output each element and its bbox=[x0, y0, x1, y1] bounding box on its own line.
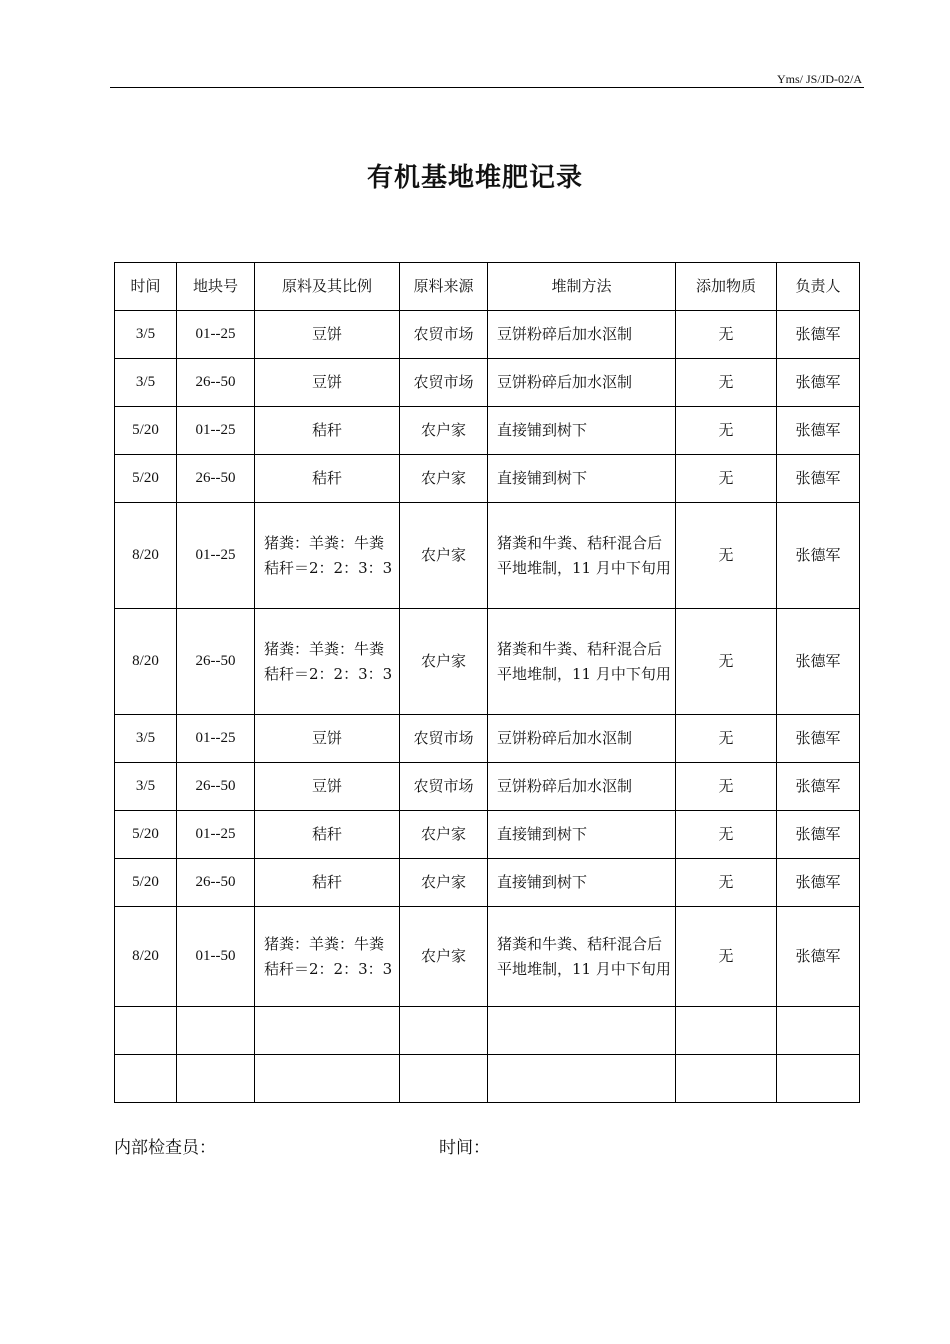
cell-person bbox=[777, 1055, 860, 1103]
cell-material: 秸秆 bbox=[255, 859, 400, 907]
cell-time: 5/20 bbox=[115, 407, 177, 455]
header-source: 原料来源 bbox=[400, 263, 488, 311]
cell-additive: 无 bbox=[676, 715, 777, 763]
cell-plot: 26--50 bbox=[177, 859, 255, 907]
cell-source: 农户家 bbox=[400, 455, 488, 503]
cell-source: 农户家 bbox=[400, 811, 488, 859]
cell-person: 张德军 bbox=[777, 715, 860, 763]
cell-time: 3/5 bbox=[115, 715, 177, 763]
table-row bbox=[115, 763, 860, 811]
cell-person: 张德军 bbox=[777, 407, 860, 455]
cell-time: 5/20 bbox=[115, 811, 177, 859]
cell-source: 农户家 bbox=[400, 407, 488, 455]
cell-additive: 无 bbox=[676, 859, 777, 907]
cell-method: 直接铺到树下 bbox=[488, 811, 676, 859]
table-row bbox=[115, 859, 860, 907]
cell-plot: 26--50 bbox=[177, 763, 255, 811]
header-material: 原料及其比例 bbox=[255, 263, 400, 311]
cell-person: 张德军 bbox=[777, 311, 860, 359]
inspection-time-label: 时间： bbox=[439, 1138, 490, 1158]
document-code: Yms/ JS/JD-02/A bbox=[776, 72, 862, 86]
cell-person: 张德军 bbox=[777, 503, 860, 609]
cell-time: 5/20 bbox=[115, 455, 177, 503]
cell-source: 农户家 bbox=[400, 859, 488, 907]
cell-method: 猪粪和牛粪、秸秆混合后平地堆制，11 月中下旬用 bbox=[488, 907, 676, 1007]
cell-plot: 26--50 bbox=[177, 609, 255, 715]
cell-person bbox=[777, 1007, 860, 1055]
table-row bbox=[115, 609, 860, 715]
cell-source bbox=[400, 1055, 488, 1103]
cell-person: 张德军 bbox=[777, 455, 860, 503]
cell-material: 猪粪：羊粪：牛粪秸秆＝2：2：3：3 bbox=[255, 503, 400, 609]
header-time: 时间 bbox=[115, 263, 177, 311]
cell-time: 3/5 bbox=[115, 763, 177, 811]
table-header-row bbox=[115, 263, 860, 311]
cell-source: 农贸市场 bbox=[400, 359, 488, 407]
table-row bbox=[115, 811, 860, 859]
cell-additive: 无 bbox=[676, 763, 777, 811]
cell-person: 张德军 bbox=[777, 359, 860, 407]
table-row bbox=[115, 359, 860, 407]
cell-additive: 无 bbox=[676, 811, 777, 859]
cell-time: 8/20 bbox=[115, 503, 177, 609]
cell-additive bbox=[676, 1007, 777, 1055]
cell-material: 豆饼 bbox=[255, 715, 400, 763]
cell-time: 3/5 bbox=[115, 359, 177, 407]
cell-time: 3/5 bbox=[115, 311, 177, 359]
table-row-empty bbox=[115, 1055, 860, 1103]
table-row bbox=[115, 455, 860, 503]
cell-material bbox=[255, 1055, 400, 1103]
cell-additive: 无 bbox=[676, 907, 777, 1007]
cell-material: 豆饼 bbox=[255, 359, 400, 407]
table-row-empty bbox=[115, 1007, 860, 1055]
cell-person: 张德军 bbox=[777, 907, 860, 1007]
cell-method bbox=[488, 1055, 676, 1103]
cell-additive: 无 bbox=[676, 503, 777, 609]
cell-source: 农户家 bbox=[400, 503, 488, 609]
table-row bbox=[115, 907, 860, 1007]
cell-material: 猪粪：羊粪：牛粪秸秆＝2：2：3：3 bbox=[255, 609, 400, 715]
cell-source bbox=[400, 1007, 488, 1055]
cell-method: 猪粪和牛粪、秸秆混合后平地堆制，11 月中下旬用 bbox=[488, 503, 676, 609]
header-plot: 地块号 bbox=[177, 263, 255, 311]
table-row bbox=[115, 715, 860, 763]
cell-method: 豆饼粉碎后加水沤制 bbox=[488, 715, 676, 763]
cell-person: 张德军 bbox=[777, 859, 860, 907]
cell-plot: 01--25 bbox=[177, 503, 255, 609]
page-title: 有机基地堆肥记录 bbox=[366, 163, 583, 193]
cell-plot: 01--25 bbox=[177, 811, 255, 859]
cell-source: 农户家 bbox=[400, 907, 488, 1007]
compost-record-table bbox=[114, 262, 860, 1103]
cell-plot: 01--25 bbox=[177, 407, 255, 455]
cell-source: 农贸市场 bbox=[400, 311, 488, 359]
header-rule bbox=[110, 87, 864, 88]
cell-additive: 无 bbox=[676, 609, 777, 715]
cell-method: 直接铺到树下 bbox=[488, 455, 676, 503]
cell-person: 张德军 bbox=[777, 609, 860, 715]
cell-additive: 无 bbox=[676, 359, 777, 407]
cell-method: 豆饼粉碎后加水沤制 bbox=[488, 359, 676, 407]
cell-source: 农贸市场 bbox=[400, 763, 488, 811]
cell-method: 豆饼粉碎后加水沤制 bbox=[488, 311, 676, 359]
cell-material: 猪粪：羊粪：牛粪秸秆＝2：2：3：3 bbox=[255, 907, 400, 1007]
cell-material: 秸秆 bbox=[255, 455, 400, 503]
cell-additive: 无 bbox=[676, 311, 777, 359]
cell-plot: 26--50 bbox=[177, 359, 255, 407]
cell-material bbox=[255, 1007, 400, 1055]
cell-time: 8/20 bbox=[115, 907, 177, 1007]
header-additive: 添加物质 bbox=[676, 263, 777, 311]
cell-material: 秸秆 bbox=[255, 407, 400, 455]
table-row bbox=[115, 503, 860, 609]
cell-plot: 01--50 bbox=[177, 907, 255, 1007]
cell-plot: 26--50 bbox=[177, 455, 255, 503]
cell-source: 农户家 bbox=[400, 609, 488, 715]
cell-material: 秸秆 bbox=[255, 811, 400, 859]
cell-method bbox=[488, 1007, 676, 1055]
cell-plot bbox=[177, 1007, 255, 1055]
table-row bbox=[115, 407, 860, 455]
cell-additive: 无 bbox=[676, 455, 777, 503]
cell-plot: 01--25 bbox=[177, 715, 255, 763]
cell-time: 5/20 bbox=[115, 859, 177, 907]
cell-material: 豆饼 bbox=[255, 311, 400, 359]
cell-person: 张德军 bbox=[777, 763, 860, 811]
cell-time bbox=[115, 1055, 177, 1103]
cell-method: 豆饼粉碎后加水沤制 bbox=[488, 763, 676, 811]
cell-person: 张德军 bbox=[777, 811, 860, 859]
cell-source: 农贸市场 bbox=[400, 715, 488, 763]
header-person: 负责人 bbox=[777, 263, 860, 311]
cell-material: 豆饼 bbox=[255, 763, 400, 811]
cell-time: 8/20 bbox=[115, 609, 177, 715]
cell-method: 直接铺到树下 bbox=[488, 859, 676, 907]
cell-additive bbox=[676, 1055, 777, 1103]
table-row bbox=[115, 311, 860, 359]
cell-additive: 无 bbox=[676, 407, 777, 455]
cell-plot: 01--25 bbox=[177, 311, 255, 359]
inspector-label: 内部检查员： bbox=[114, 1138, 216, 1158]
cell-method: 直接铺到树下 bbox=[488, 407, 676, 455]
cell-method: 猪粪和牛粪、秸秆混合后平地堆制，11 月中下旬用 bbox=[488, 609, 676, 715]
cell-time bbox=[115, 1007, 177, 1055]
header-method: 堆制方法 bbox=[488, 263, 676, 311]
cell-plot bbox=[177, 1055, 255, 1103]
